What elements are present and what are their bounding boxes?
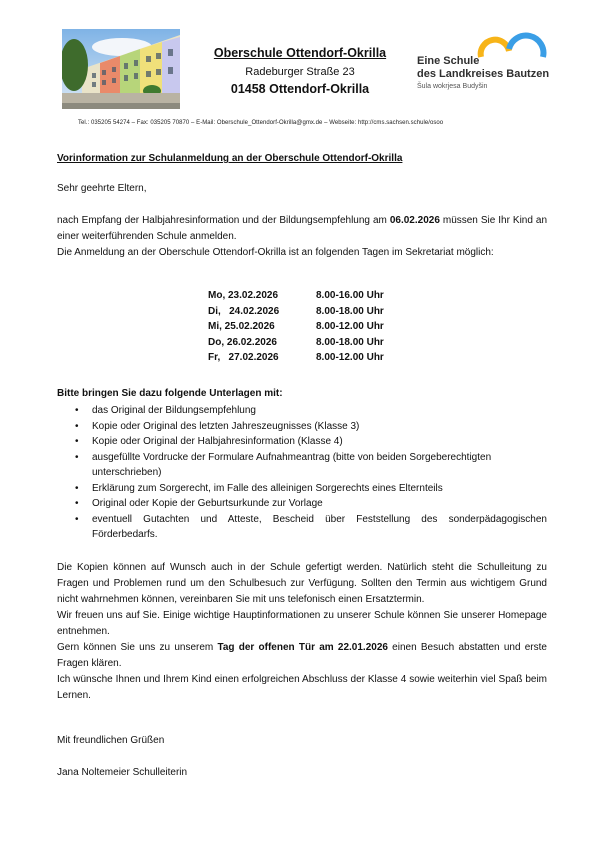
landkreis-arcs-icon <box>475 27 550 67</box>
schedule-row <box>208 306 408 322</box>
document-text: Kopie oder Original des letzten Jahreszeugnisses (Klasse 3) <box>92 420 360 432</box>
signature: Jana Noltemeier Schulleiterin <box>57 767 188 778</box>
schedule-day: Do, 26.02.2026 <box>208 336 277 348</box>
document-text: eventuell Gutachten und Atteste, Bescheid über Feststellung des sonderpädagogischen Förderbedarfs. <box>92 513 547 540</box>
documents-list <box>57 403 547 543</box>
document-text: Kopie oder Original der Halbjahresinformation (Klasse 4) <box>92 436 343 447</box>
intro-sentence <box>57 213 547 245</box>
regards: Mit freundlichen Grüßen <box>57 735 165 746</box>
document-text: Original oder Kopie der Geburtsurkunde zur Vorlage <box>92 498 323 509</box>
document-text: ausgefüllte Vordrucke der Formulare Aufnahmeantrag (bitte von beiden Sorgeberechtigten unterschrieben) <box>92 451 492 478</box>
schedule-row <box>208 337 408 353</box>
school-building-photo <box>62 29 180 109</box>
documents-title: Bitte bringen Sie dazu folgende Unterlagen mit: <box>57 388 283 399</box>
closing-paragraphs <box>57 560 547 704</box>
list-item <box>57 434 547 450</box>
wishes-paragraph: Ich wünsche Ihnen und Ihrem Kind einen erfolgreichen Abschluss der Klasse 4 sowie weiterhin viel Spaß beim Lernen. <box>57 674 547 701</box>
schedule-time: 8.00-18.00 Uhr <box>316 336 384 348</box>
list-item <box>57 481 547 497</box>
intro-text-part2: müssen Sie Ihr Kind an einer weiterführenden Schule anmelden. <box>57 215 548 242</box>
contact-line: Tel.: 035205 54274 – Fax: 035205 70870 – E-Mail: Oberschule_Ottendorf-Okrilla@gmx.de – Webseite: http://cms.sachsen.schule/osoo <box>78 120 444 126</box>
school-street-address: Radeburger Straße 23 <box>245 66 355 78</box>
bullet-icon: • <box>75 451 79 463</box>
recommendation-date: 06.02.2026 <box>389 215 440 226</box>
bullet-icon: • <box>75 498 79 509</box>
bullet-icon: • <box>75 436 79 447</box>
schedule-time: 8.00-12.00 Uhr <box>316 321 384 332</box>
schedule-time: 8.00-18.00 Uhr <box>316 305 384 317</box>
logo-text-line1: Eine Schule <box>417 55 480 67</box>
open-day-paragraph <box>57 640 547 672</box>
bullet-icon: • <box>75 405 79 416</box>
bullet-icon: • <box>75 482 79 494</box>
schedule-row <box>208 352 408 368</box>
registration-schedule <box>208 290 408 368</box>
school-name: Oberschule Ottendorf-Okrilla <box>213 46 387 60</box>
intro-text-part1: nach Empfang der Halbjahresinformation und der Bildungsempfehlung am <box>57 215 390 226</box>
document-text: Erklärung zum Sorgerecht, im Falle des alleinigen Sorgerechts eines Elternteils <box>92 482 443 494</box>
schedule-time: 8.00-16.00 Uhr <box>316 290 384 301</box>
school-city: 01458 Ottendorf-Okrilla <box>230 82 370 96</box>
list-item <box>57 496 547 512</box>
schedule-day: Mo, 23.02.2026 <box>208 290 279 301</box>
logo-text-line2: des Landkreises Bautzen <box>417 68 550 80</box>
letter-subject: Vorinformation zur Schulanmeldung an der Oberschule Ottendorf-Okrilla <box>57 153 403 164</box>
building-image-icon <box>62 29 180 109</box>
salutation: Sehr geehrte Eltern, <box>57 183 147 194</box>
list-item <box>57 419 547 435</box>
document-text: das Original der Bildungsempfehlung <box>92 405 256 416</box>
logo-text-line3: Šula wokrjesa Budyšin <box>417 83 488 90</box>
bullet-icon: • <box>75 513 79 525</box>
schedule-day: Di, 24.02.2026 <box>208 305 280 317</box>
list-item <box>57 403 547 419</box>
list-item <box>57 450 547 481</box>
schedule-day: Fr, 27.02.2026 <box>208 352 279 363</box>
registration-info: Die Anmeldung an der Oberschule Ottendorf-Okrilla ist an folgenden Tagen im Sekretariat möglich: <box>57 247 494 258</box>
bullet-icon: • <box>75 420 79 432</box>
schedule-time: 8.00-12.00 Uhr <box>316 352 384 363</box>
schedule-row <box>208 290 408 306</box>
list-item <box>57 512 547 543</box>
homepage-paragraph: Wir freuen uns auf Sie. Einige wichtige Hauptinformationen zu unserer Schule können Sie unserer Homepage entnehmen. <box>57 610 547 637</box>
intro-paragraph <box>57 213 547 261</box>
district-logo <box>415 27 550 97</box>
open-day-text-pre: Gern können Sie uns zu unserem <box>57 642 218 653</box>
schedule-row <box>208 321 408 337</box>
open-day-date: Tag der offenen Tür am 22.01.2026 <box>217 642 388 653</box>
open-day-text-post: einen Besuch abstatten und erste Fragen klären. <box>57 642 547 669</box>
schedule-day: Mi, 25.02.2026 <box>208 321 275 332</box>
copies-paragraph: Die Kopien können auf Wunsch auch in der Schule gefertigt werden. Natürlich steht die Schulleitung zu Fragen und Problemen rund um den Schulbesuch zur Verfügung. Sollten den Termin aus wichtigem Grund nicht wahrnehmen können, vereinbaren Sie mit uns telefonisch einen Ersatztermin. <box>57 562 547 605</box>
